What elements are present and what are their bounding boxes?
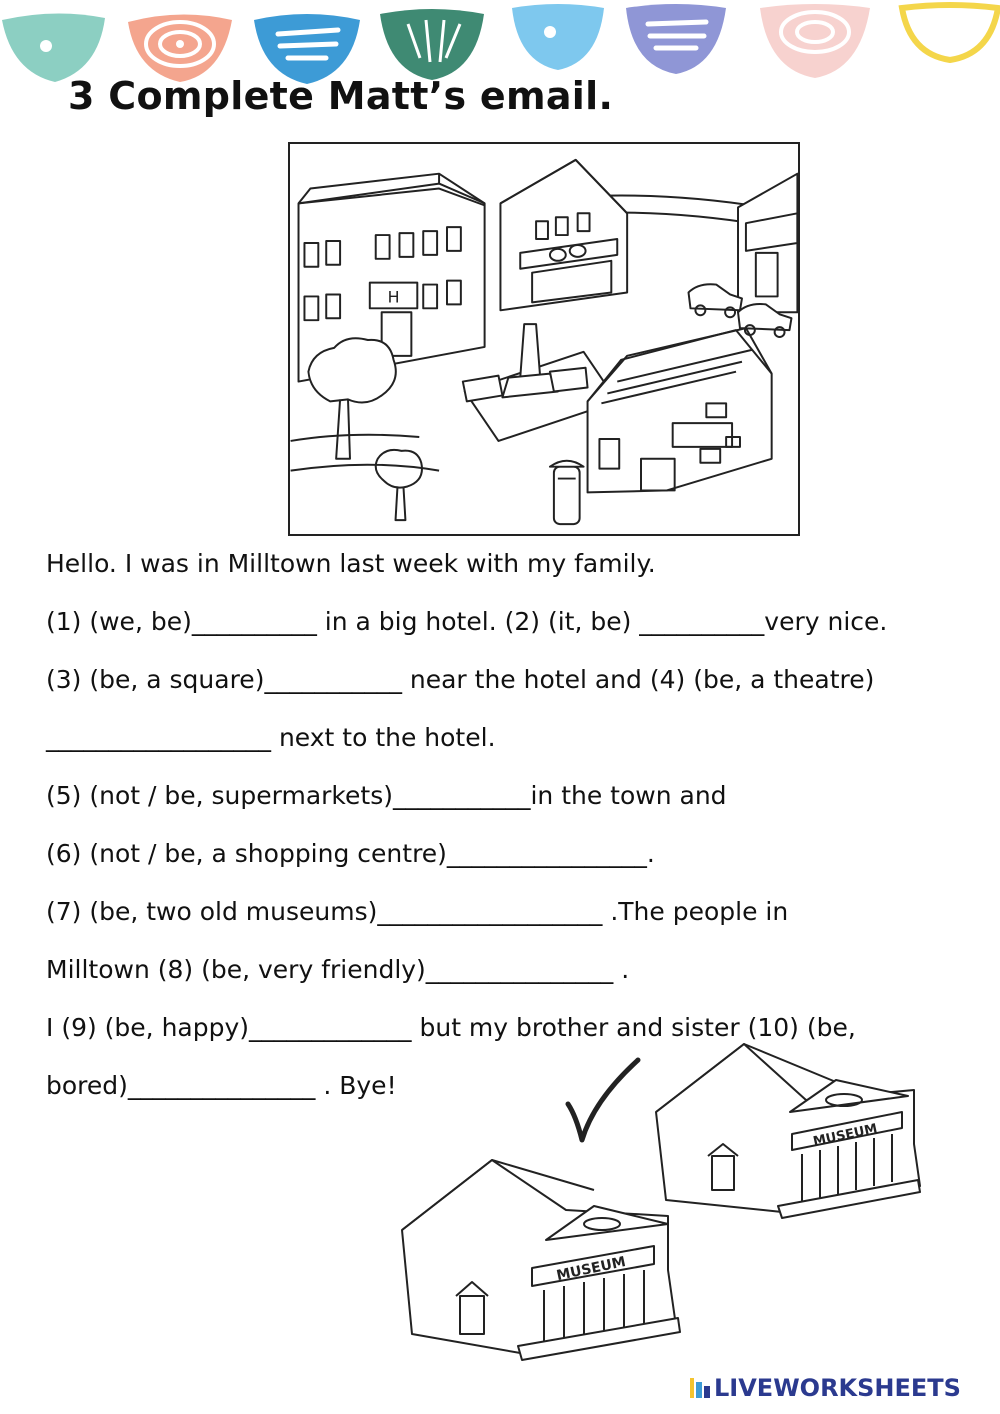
email-line-4: __________________ next to the hotel. <box>46 723 496 752</box>
email-line-8: Milltown (8) (be, very friendly)_______________ . <box>46 955 630 984</box>
museum-sign-back: MUSEUM <box>811 1121 879 1150</box>
email-line-5: (5) (not / be, supermarkets)___________in the town and <box>46 781 727 810</box>
spotted-bowl-icon <box>512 4 604 70</box>
spiral-bowl-icon <box>128 14 232 82</box>
town-illustration <box>288 142 800 536</box>
spotted-bowl-icon <box>2 13 105 82</box>
liveworksheets-logo <box>690 1374 961 1402</box>
checkmark-icon <box>568 1060 638 1140</box>
hotel-sign: H <box>387 287 400 307</box>
brand-text: LIVEWORKSHEETS <box>714 1374 961 1402</box>
striped-bowl-icon <box>626 4 726 74</box>
spiral-bowl-icon <box>760 4 870 78</box>
museum-building-front <box>402 1160 680 1360</box>
email-line-9: I (9) (be, happy)_____________ but my brother and sister (10) (be, <box>46 1013 856 1042</box>
liveworksheets-icon <box>690 1376 710 1400</box>
post-office-building <box>588 328 772 492</box>
museums-illustration <box>398 1040 938 1380</box>
email-line-6: (6) (not / be, a shopping centre)________________. <box>46 839 655 868</box>
museum-sign-front: MUSEUM <box>555 1253 628 1285</box>
exercise-title: 3 Complete Matt’s email. <box>68 74 614 118</box>
museum-building-back <box>656 1044 920 1218</box>
shop-building <box>738 174 797 313</box>
outline-bowl-icon <box>902 5 998 60</box>
trees <box>291 338 439 520</box>
theatre-building <box>500 160 627 310</box>
email-line-2: (1) (we, be)__________ in a big hotel. (2) (it, be) __________very nice. <box>46 607 888 636</box>
email-line-10: bored)_______________ . Bye! <box>46 1071 397 1100</box>
email-line-7: (7) (be, two old museums)__________________ .The people in <box>46 897 789 926</box>
post-box <box>550 461 584 524</box>
leaf-bowl-icon <box>380 9 484 80</box>
email-line-3: (3) (be, a square)___________ near the hotel and (4) (be, a theatre) <box>46 665 875 694</box>
email-line-1: Hello. I was in Milltown last week with my family. <box>46 549 656 578</box>
